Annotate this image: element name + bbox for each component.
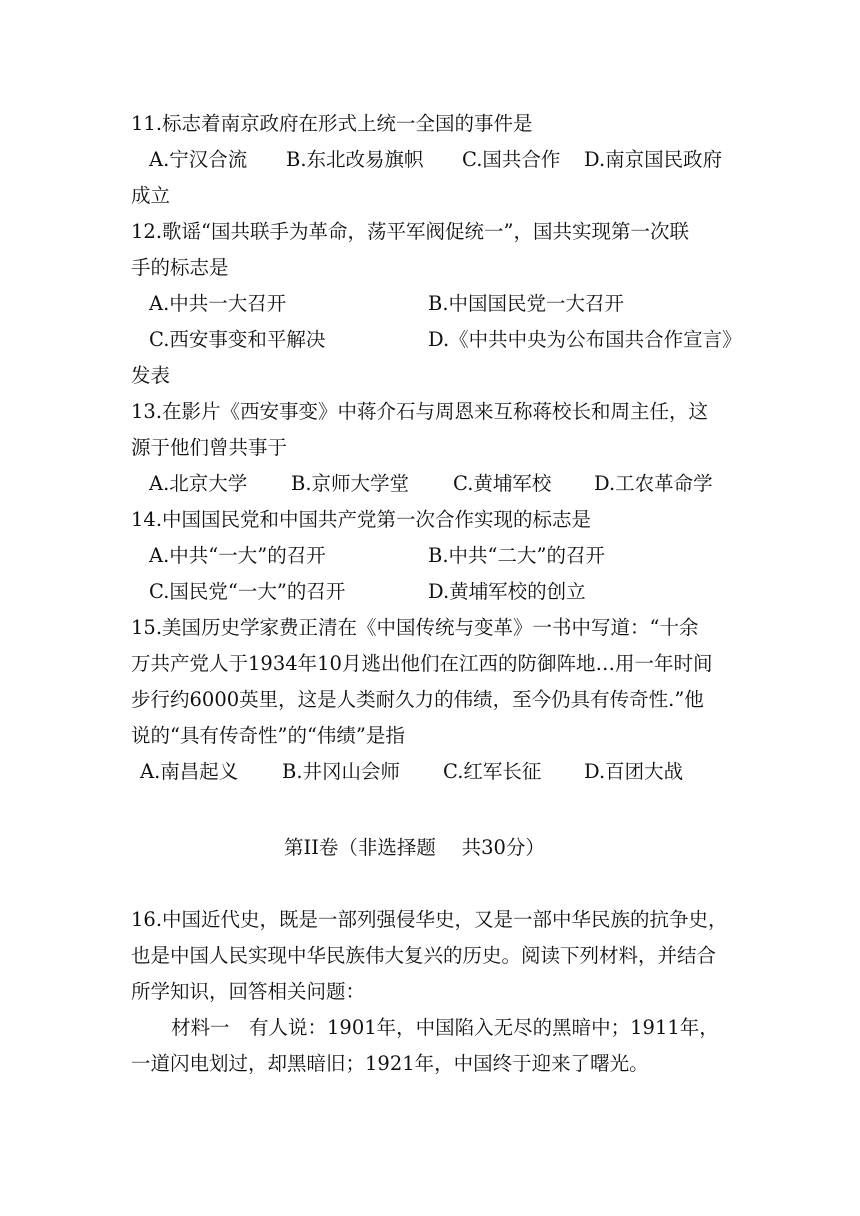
- q11-option-c: C.国共合作: [462, 148, 561, 171]
- q13-stem-line-1: 13.在影片《西安事变》中蒋介石与周恩来互称蒋校长和周主任，这: [131, 400, 709, 423]
- q13-option-d: D.工农革命学: [594, 472, 713, 495]
- q14-option-c: C.国民党“一大”的召开: [149, 580, 346, 603]
- q14-option-b: B.中共“二大”的召开: [428, 544, 605, 567]
- q12-option-d: D.《中共中央为公布国共合作宣言》: [428, 328, 742, 351]
- q12-option-c: C.西安事变和平解决: [149, 328, 326, 351]
- q14-option-d: D.黄埔军校的创立: [428, 580, 586, 603]
- q15-option-c: C.红军长征: [443, 760, 542, 783]
- q15-stem-line-2: 万共产党人于1934年10月逃出他们在江西的防御阵地…用一年时间: [131, 652, 713, 675]
- q15-option-a: A.南昌起义: [140, 760, 239, 783]
- q11-stem: 11.标志着南京政府在形式上统一全国的事件是: [131, 112, 533, 135]
- q12-option-b: B.中国国民党一大召开: [428, 292, 625, 315]
- q15-stem-line-3: 步行约6000英里，这是人类耐久力的伟绩，至今仍具有传奇性.”他: [131, 688, 704, 711]
- q16-material-1-line-1: 材料一 有人说：1901年，中国陷入无尽的黑暗中；1911年，: [171, 1016, 719, 1039]
- q12-stem-line-1: 12.歌谣“国共联手为革命，荡平军阀促统一”，国共实现第一次联: [131, 220, 689, 243]
- q13-option-a: A.北京大学: [149, 472, 248, 495]
- q15-option-d: D.百团大战: [584, 760, 684, 783]
- q11-option-a: A.宁汉合流: [149, 148, 248, 171]
- q13-stem-line-2: 源于他们曾共事于: [131, 436, 288, 459]
- q12-option-d-continued: 发表: [131, 364, 171, 387]
- q14-stem: 14.中国国民党和中国共产党第一次合作实现的标志是: [131, 508, 592, 531]
- q15-option-b: B.井冈山会师: [282, 760, 401, 783]
- q14-option-a: A.中共“一大”的召开: [149, 544, 326, 567]
- q16-line-1: 16.中国近代史，既是一部列强侵华史，又是一部中华民族的抗争史，: [131, 908, 728, 931]
- q13-option-b: B.京师大学堂: [291, 472, 410, 495]
- q16-material-1-line-2: 一道闪电划过，却黑暗旧；1921年，中国终于迎来了曙光。: [131, 1052, 649, 1075]
- section-2-title: 第II卷（非选择题 共30分）: [284, 836, 545, 859]
- q12-option-a: A.中共一大召开: [149, 292, 287, 315]
- q15-stem-line-1: 15.美国历史学家费正清在《中国传统与变革》一书中写道：“十余: [131, 616, 699, 639]
- q16-line-3: 所学知识，回答相关问题：: [131, 980, 366, 1003]
- q16-line-2: 也是中国人民实现中华民族伟大复兴的历史。阅读下列材料，并结合: [131, 944, 717, 967]
- q12-stem-line-2: 手的标志是: [131, 256, 229, 279]
- q13-option-c: C.黄埔军校: [453, 472, 552, 495]
- q11-option-b: B.东北改易旗帜: [286, 148, 424, 171]
- q11-option-d: D.南京国民政府: [584, 148, 723, 171]
- q15-stem-line-4: 说的“具有传奇性”的“伟绩”是指: [131, 724, 405, 747]
- q11-option-d-continued: 成立: [131, 184, 171, 207]
